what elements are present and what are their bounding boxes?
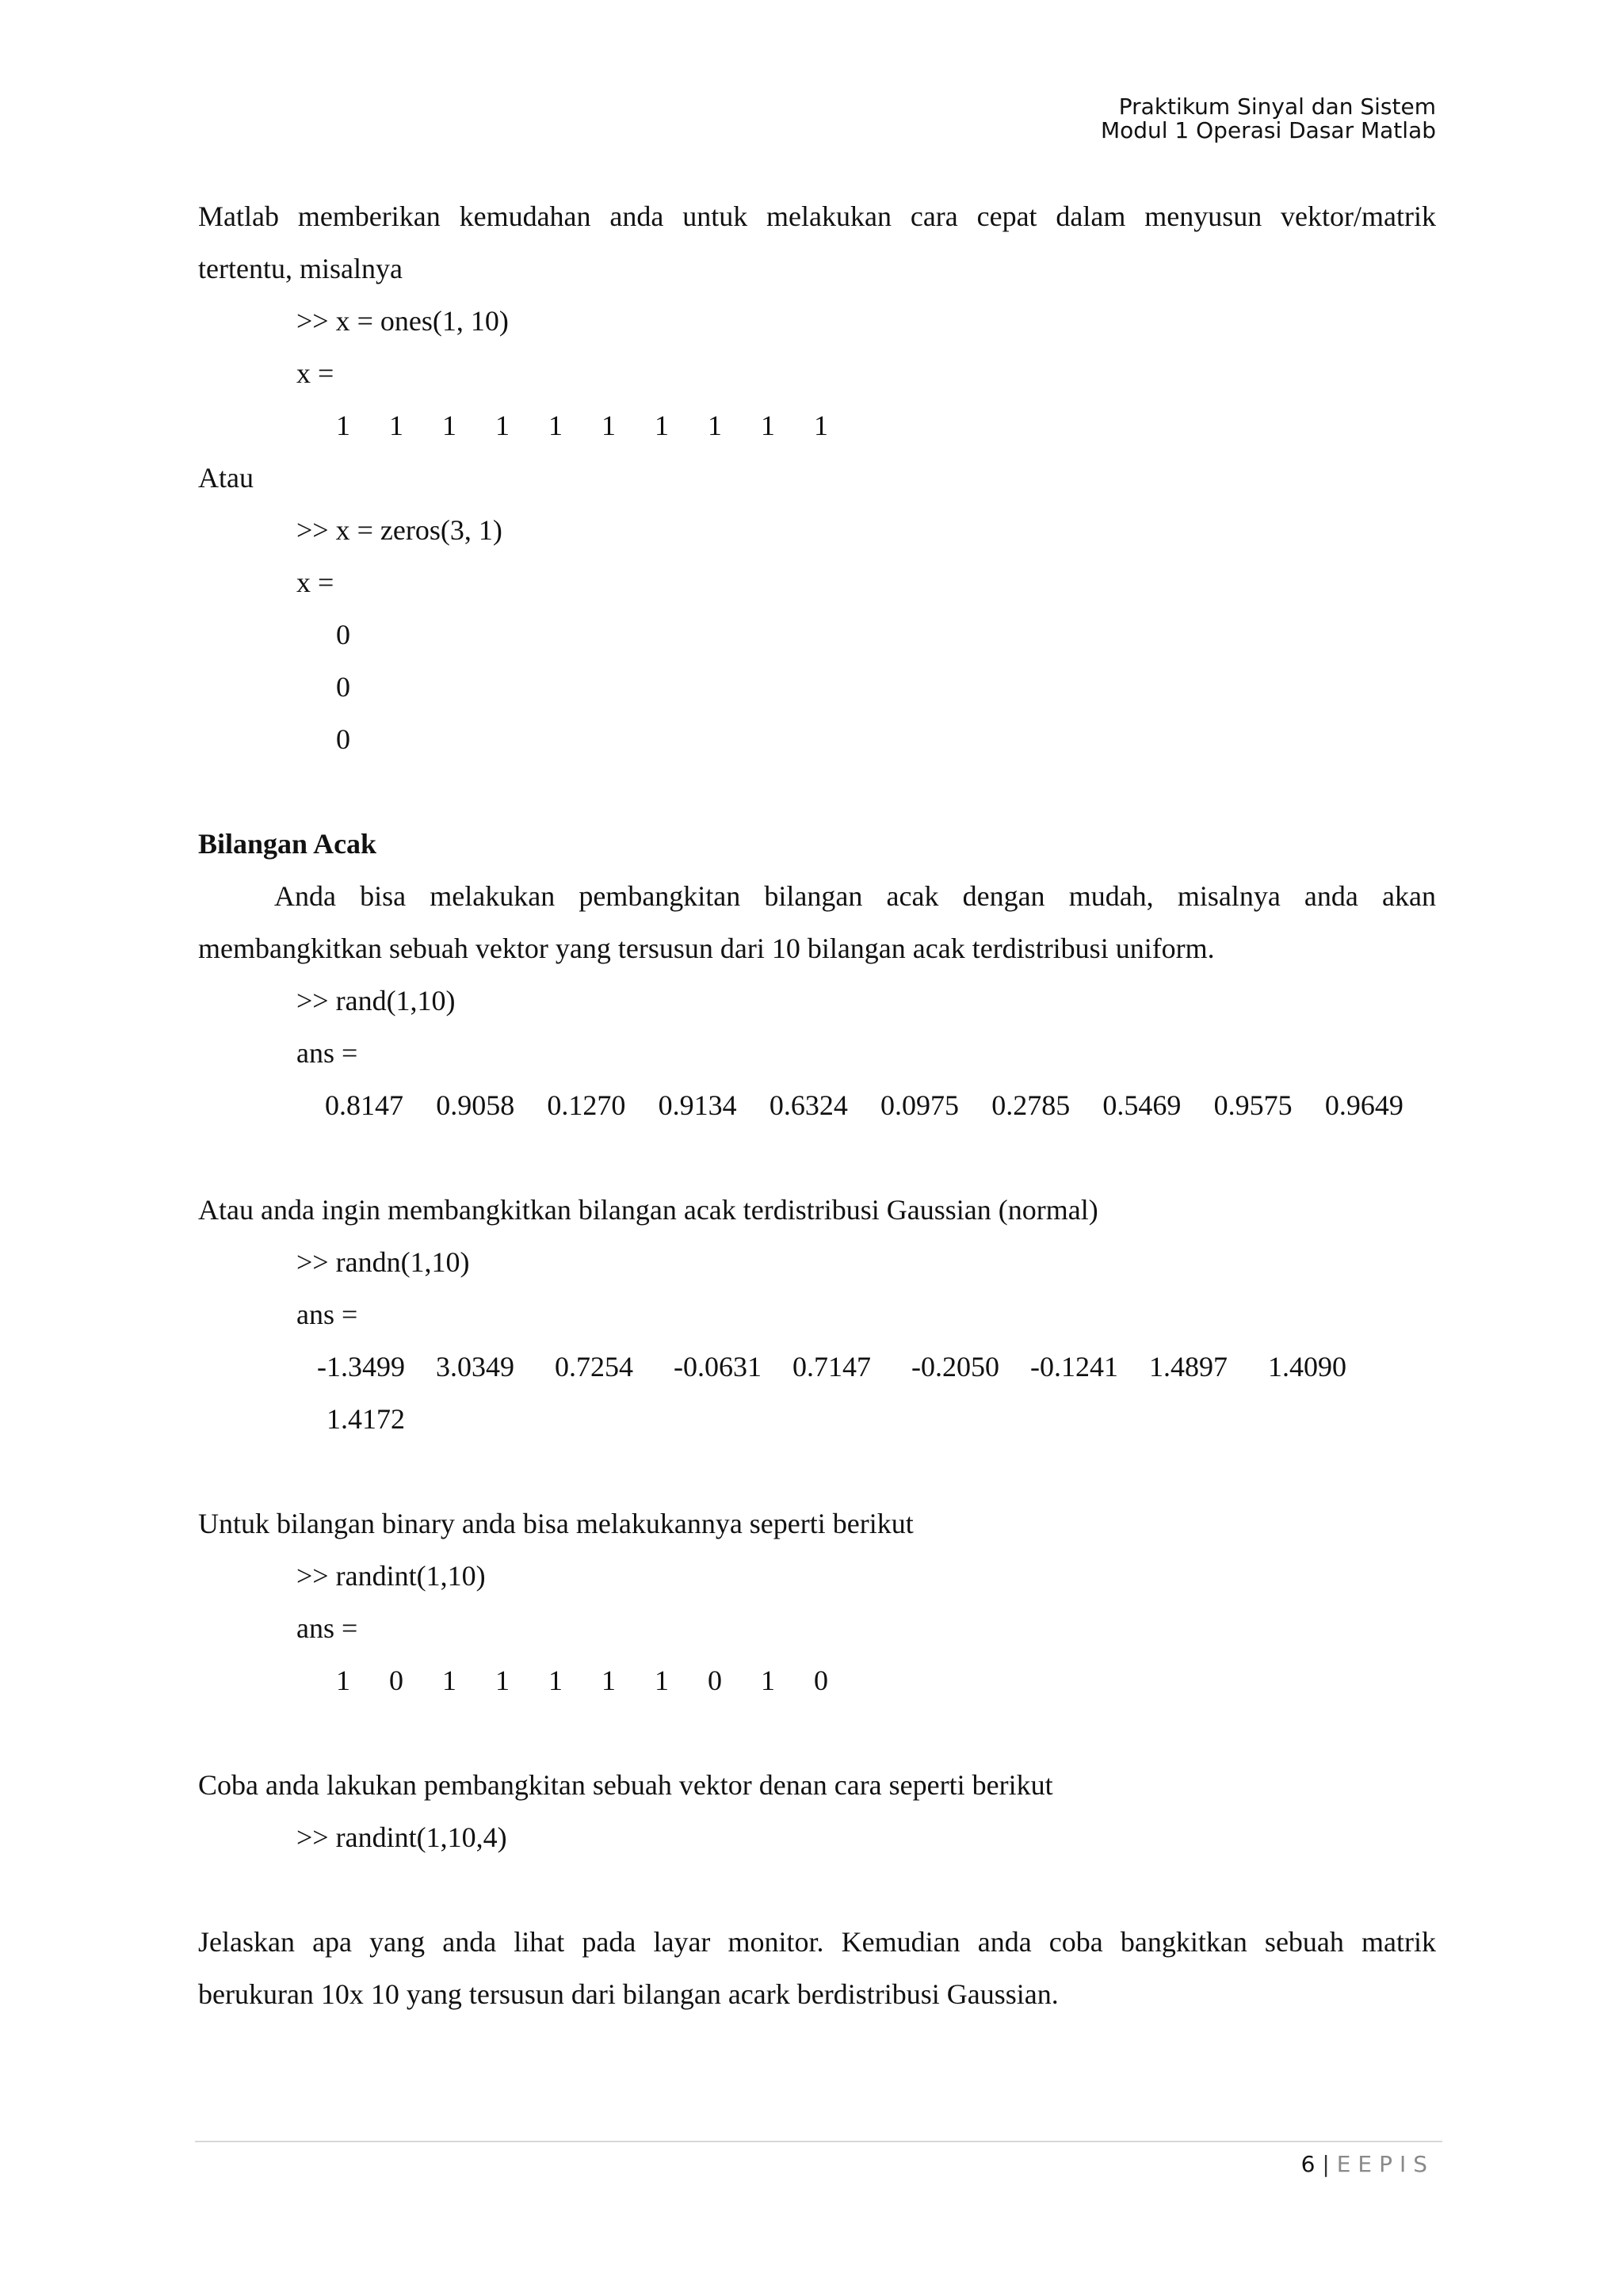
- output-value: 1: [336, 410, 350, 441]
- output-value: 0.0975: [880, 1089, 960, 1121]
- output-value: 1: [601, 1665, 616, 1696]
- output-value: 0.2785: [991, 1089, 1071, 1121]
- output-value: 0.7147: [792, 1351, 871, 1383]
- output-value: 1: [442, 410, 456, 441]
- document-body: [198, 190, 1436, 2020]
- output-value: 0.9575: [1213, 1089, 1293, 1121]
- output-value: 1: [495, 410, 510, 441]
- intro-paragraph-line: Matlab memberikan kemudahan anda untuk melakukan cara cepat dalam menyusun vektor/matrik: [198, 200, 1436, 232]
- intro-paragraph-line: tertentu, misalnya: [198, 253, 403, 284]
- code-command: >> x = ones(1, 10): [296, 305, 509, 337]
- output-value: 1: [655, 410, 669, 441]
- page-header: [1101, 95, 1436, 143]
- code-output-row: [198, 1341, 1436, 1393]
- output-value: 0: [814, 1665, 828, 1696]
- page-footer: [1301, 2149, 1434, 2180]
- closing-paragraph-line: Jelaskan apa yang anda lihat pada layar monitor. Kemudian anda coba bangkitkan sebuah matrik: [198, 1926, 1436, 1958]
- output-value: 0.9058: [436, 1089, 515, 1121]
- footer-separator: |: [1322, 2151, 1330, 2177]
- paragraph-binary: Untuk bilangan binary anda bisa melakukannya seperti berikut: [198, 1508, 914, 1539]
- output-value: 1: [442, 1665, 456, 1696]
- code-output-label: ans =: [296, 1299, 358, 1330]
- output-value: 1: [601, 410, 616, 441]
- output-value: -0.1241: [1030, 1351, 1118, 1383]
- output-value: 1: [548, 410, 563, 441]
- output-value: 1: [761, 1665, 775, 1696]
- code-output-label: x =: [296, 357, 334, 389]
- output-value: 1: [548, 1665, 563, 1696]
- section-title: Bilangan Acak: [198, 828, 377, 860]
- code-output-label: ans =: [296, 1037, 358, 1069]
- output-value: 1: [655, 1665, 669, 1696]
- code-output-label: x =: [296, 566, 334, 598]
- output-value: -0.0631: [674, 1351, 762, 1383]
- output-value: -1.3499: [317, 1351, 405, 1383]
- code-command: >> randn(1,10): [296, 1246, 470, 1278]
- code-command: >> randint(1,10,4): [296, 1821, 507, 1853]
- output-value: 0: [389, 1665, 403, 1696]
- output-value: 0.1270: [547, 1089, 626, 1121]
- paragraph-try: Coba anda lakukan pembangkitan sebuah vektor denan cara seperti berikut: [198, 1769, 1053, 1801]
- output-value: 1: [495, 1665, 510, 1696]
- output-value: 1: [336, 1665, 350, 1696]
- output-value: 0.5469: [1102, 1089, 1182, 1121]
- text-atau: Atau: [198, 462, 254, 494]
- output-value: 0.9649: [1324, 1089, 1403, 1121]
- output-value: 0: [336, 619, 350, 650]
- output-value: 0: [336, 671, 350, 703]
- output-value: 1.4090: [1268, 1351, 1346, 1383]
- output-value: 1: [389, 410, 403, 441]
- output-value: 1.4897: [1149, 1351, 1228, 1383]
- footer-organization: EEPIS: [1336, 2151, 1434, 2177]
- output-value: 0.8147: [325, 1089, 403, 1121]
- output-value: 0.7254: [555, 1351, 633, 1383]
- section-paragraph-line: Anda bisa melakukan pembangkitan bilangan acak dengan mudah, misalnya anda akan: [274, 880, 1436, 912]
- output-value: 1: [814, 410, 828, 441]
- code-command: >> x = zeros(3, 1): [296, 514, 502, 546]
- header-course-title: Praktikum Sinyal dan Sistem: [1118, 93, 1436, 120]
- output-value: 0.6324: [769, 1089, 848, 1121]
- section-paragraph-line: membangkitkan sebuah vektor yang tersusun dari 10 bilangan acak terdistribusi uniform.: [198, 933, 1215, 964]
- output-value: 0: [708, 1665, 722, 1696]
- output-value: 0.9134: [658, 1089, 737, 1121]
- header-module-title: Modul 1 Operasi Dasar Matlab: [1100, 117, 1436, 143]
- footer-divider: [195, 2141, 1442, 2142]
- output-value: 1: [761, 410, 775, 441]
- paragraph-gaussian: Atau anda ingin membangkitkan bilangan acak terdistribusi Gaussian (normal): [198, 1194, 1098, 1226]
- page-number: 6: [1300, 2151, 1316, 2177]
- closing-paragraph-line: berukuran 10x 10 yang tersusun dari bilangan acark berdistribusi Gaussian.: [198, 1978, 1059, 2010]
- code-command: >> randint(1,10): [296, 1560, 486, 1592]
- code-output-label: ans =: [296, 1612, 358, 1644]
- output-value: 1.4172: [327, 1403, 405, 1435]
- code-output-row: [198, 399, 1436, 452]
- code-output-row: [198, 1654, 1436, 1707]
- code-output-row: [198, 1079, 1436, 1131]
- output-value: -0.2050: [911, 1351, 999, 1383]
- output-value: 0: [336, 723, 350, 755]
- output-value: 1: [708, 410, 722, 441]
- code-command: >> rand(1,10): [296, 985, 456, 1016]
- output-value: 3.0349: [436, 1351, 514, 1383]
